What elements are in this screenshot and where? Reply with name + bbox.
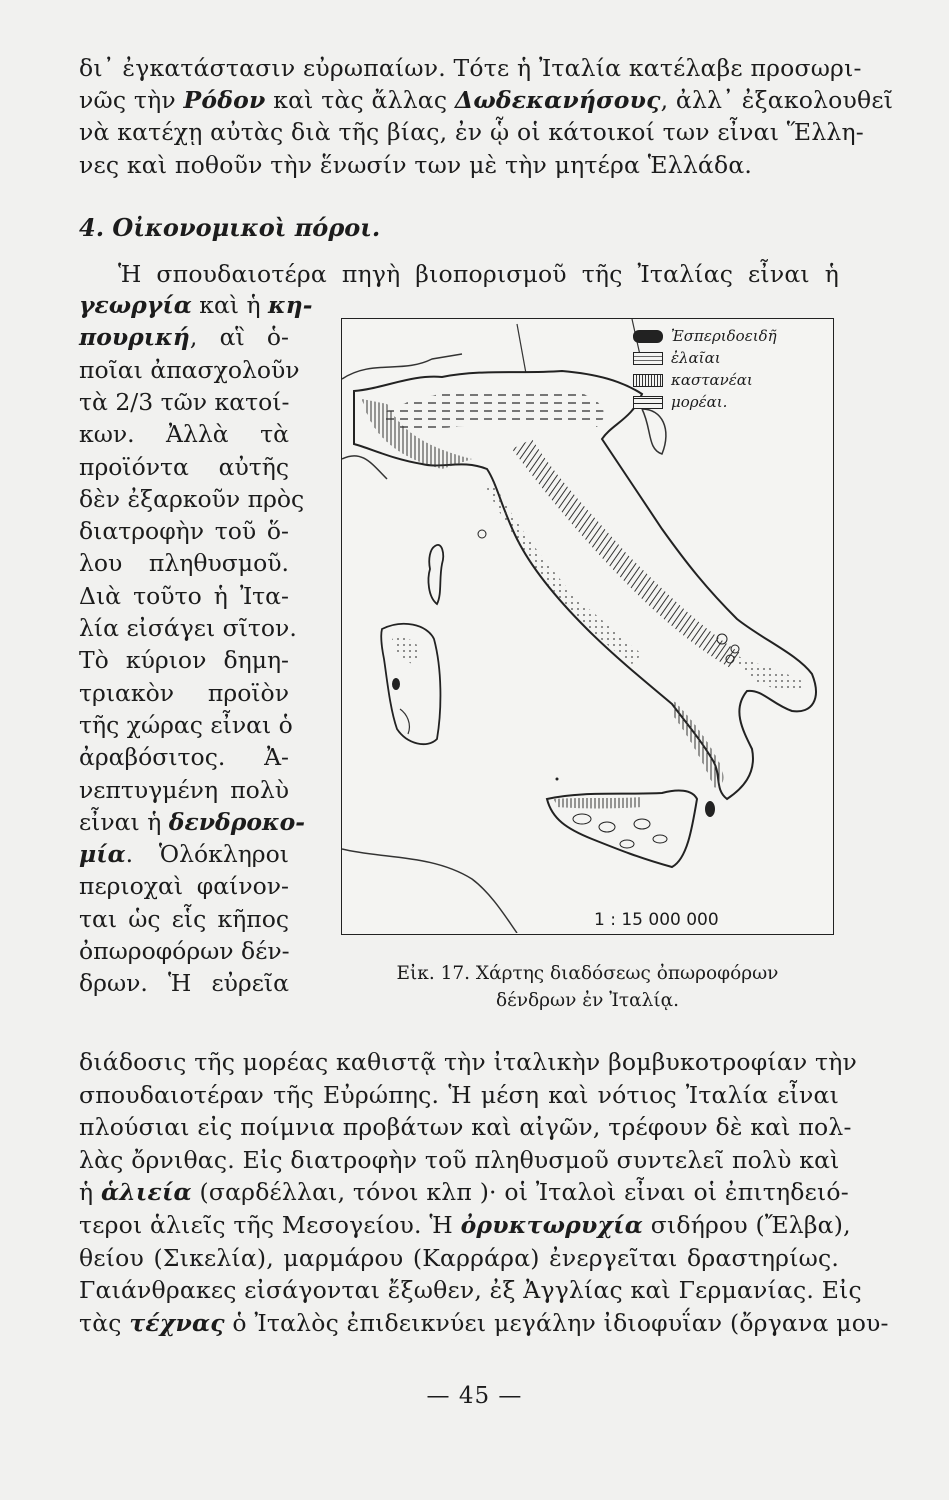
text-line: πουρική, αἳ ὁ- — [79, 323, 289, 352]
olive-swatch-icon — [633, 352, 663, 365]
legend-olives: ἐλαῖαι — [633, 347, 828, 369]
text-line: τριακὸν προϊὸν — [79, 678, 289, 707]
text-line: τὰ 2/3 τῶν κατοί- — [79, 387, 290, 416]
text-line: περιοχαὶ φαίνον- — [79, 872, 289, 901]
text-line: ται ὡς εἷς κῆπος — [79, 904, 289, 933]
text-line: τὰς τέχνας ὁ Ἰταλὸς ἐπιδεικνύει μεγάλην ἰδιοφυΐαν (ὄργανα μου- — [79, 1308, 889, 1337]
legend-chestnuts: καστανέαι — [633, 369, 828, 391]
legend-mulberries: μορέαι. — [633, 391, 828, 413]
intro-line: Ἡ σπουδαιοτέρα πηγὴ βιοπορισμοῦ τῆς Ἰταλίας εἶναι ἡ — [118, 260, 839, 288]
text-line: νεπτυγμένη πολὺ — [79, 775, 289, 804]
text-line: θείου (Σικελία), μαρμάρου (Καρράρα) ἐνεργεῖται δραστηρίως. — [79, 1243, 839, 1272]
text-line: δρων. Ἡ εὐρεῖα — [79, 969, 289, 998]
legend-citrus: Ἐσπεριδοειδῆ — [633, 325, 828, 347]
citrus-swatch-icon — [633, 330, 663, 343]
section-heading — [79, 212, 380, 244]
text-line: τῆς χώρας εἶναι ὁ — [79, 710, 293, 739]
text-line: σπουδαιοτέραν τῆς Εὐρώπης. Ἡ μέση καὶ νότιος Ἰταλία εἶναι — [79, 1080, 839, 1109]
map-legend — [633, 325, 828, 413]
text-line: ἀραβόσιτος. Ἀ- — [79, 743, 289, 772]
map-scale: 1 : 15 000 000 — [594, 910, 719, 930]
section-title: Οἰκονομικοὶ πόροι. — [112, 213, 381, 242]
text-line: νὰ κατέχῃ αὐτὰς διὰ τῆς βίας, ἐν ᾧ οἱ κάτοικοί των εἶναι Ἕλλη- — [79, 118, 864, 147]
text-line: Τὸ κύριον δημη- — [79, 646, 289, 675]
text-line: ἡ ἁλιεία (σαρδέλλαι, τόνοι κλπ )· οἱ Ἰταλοὶ εἶναι οἱ ἐπιτηδειό- — [79, 1178, 849, 1207]
text-line: γεωργία καὶ ἡ κη- — [79, 291, 313, 319]
section-number: 4. — [79, 213, 105, 242]
text-line: νες καὶ ποθοῦν τὴν ἕνωσίν των μὲ τὴν μητέρα Ἑλλάδα. — [79, 150, 753, 179]
text-line: διατροφὴν τοῦ ὅ- — [79, 517, 289, 546]
text-line: πλούσιαι εἰς ποίμνια προβάτων καὶ αἰγῶν, τρέφουν δὲ καὶ πολ- — [79, 1113, 852, 1142]
text-line: Διὰ τοῦτο ἡ Ἰτα- — [79, 581, 289, 610]
text-line: νῶς τὴν Ρόδον καὶ τὰς ἄλλας Δωδεκανήσους, ἀλλ᾽ ἐξακολουθεῖ — [79, 86, 894, 115]
text-line: προϊόντα αὐτῆς — [79, 452, 289, 481]
text-line: διάδοσις τῆς μορέας καθιστᾷ τὴν ἰταλικὴν βομβυκοτροφίαν τὴν — [79, 1048, 858, 1076]
page-number: — 45 — — [426, 1383, 523, 1409]
text-line: εἶναι ἡ δενδροκο- — [79, 807, 306, 836]
text-line: ποῖαι ἀπασχολοῦν — [79, 355, 300, 384]
text-line: μία. Ὁλόκληροι — [79, 840, 289, 869]
text-line: δὲν ἐξαρκοῦν πρὸς — [79, 484, 305, 513]
text-line: λὰς ὄρνιθας. Εἰς διατροφὴν τοῦ πληθυσμοῦ συντελεῖ πολὺ καὶ — [79, 1145, 840, 1174]
text-line: λία εἰσάγει σῖτον. — [79, 614, 297, 642]
mulberry-swatch-icon — [633, 396, 663, 409]
text-line: τεροι ἁλιεῖς τῆς Μεσογείου. Ἡ ὀρυκτωρυχία σιδήρου (Ἔλβα), — [79, 1211, 851, 1239]
text-line: Γαιάνθρακες εἰσάγονται ἔξωθεν, ἐξ Ἀγγλίας καὶ Γερμανίας. Εἰς — [79, 1276, 862, 1305]
text-line: λου πληθυσμοῦ. — [79, 549, 289, 578]
text-line: ὀπωροφόρων δέν- — [79, 937, 290, 965]
figure-caption: Εἰκ. 17. Χάρτης διαδόσεως ὀπωροφόρων δένδρων ἐν Ἰταλίᾳ. — [396, 963, 779, 1011]
text-line: δι᾽ ἐγκατάστασιν εὐρωπαίων. Τότε ἡ Ἰταλία κατέλαβε προσωρι- — [79, 54, 862, 82]
chestnut-swatch-icon — [633, 374, 663, 387]
text-line: κων. Ἀλλὰ τὰ — [79, 420, 289, 449]
